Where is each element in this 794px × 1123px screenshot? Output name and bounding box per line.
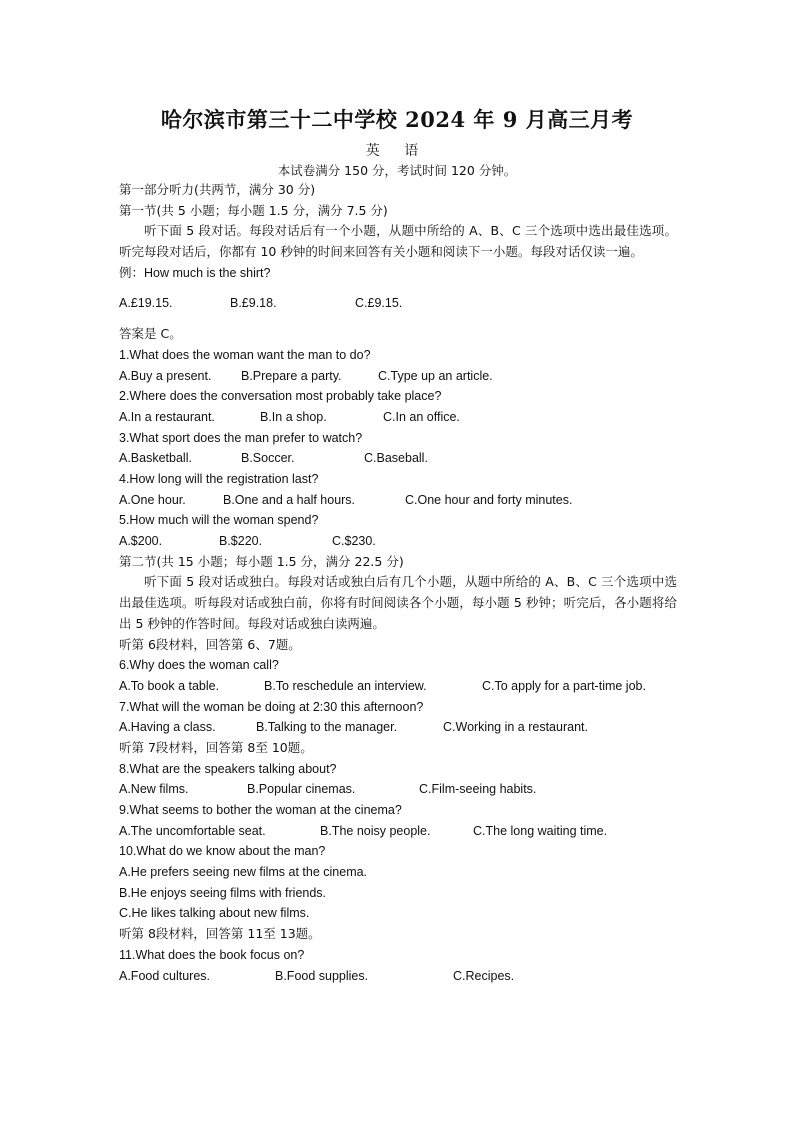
- example-question: 例：How much is the shirt?: [119, 265, 271, 280]
- question-11: 11.What does the book focus on?: [119, 947, 305, 962]
- exam-body: [119, 180, 677, 986]
- option-a: A.Buy a present.: [119, 368, 212, 383]
- material-8-heading: 听第 8段材料，回答第 11至 13题。: [119, 926, 321, 942]
- question-1: 1.What does the woman want the man to do?: [119, 347, 371, 362]
- option-c: C.£9.15.: [355, 296, 403, 311]
- exam-info: 本试卷满分 150 分，考试时间 120 分钟。: [277, 163, 517, 178]
- option-c: C.Recipes.: [453, 968, 515, 983]
- option-b: B.£9.18.: [230, 296, 277, 311]
- option-c: C.Film-seeing habits.: [419, 782, 537, 797]
- option-a: A.Basketball.: [119, 451, 192, 466]
- options-11: [119, 966, 677, 987]
- option-c: C.The long waiting time.: [473, 823, 608, 838]
- option-b: B.To reschedule an interview.: [264, 678, 427, 693]
- question-8: 8.What are the speakers talking about?: [119, 761, 337, 776]
- page-title: 哈尔滨市第三十二中学校 2024 年 9 月高三月考: [160, 107, 634, 132]
- question-5: 5.How much will the woman spend?: [119, 513, 319, 528]
- option-b: B.Food supplies.: [275, 968, 369, 983]
- option-a: A.The uncomfortable seat.: [119, 823, 266, 838]
- option-c: C.To apply for a part-time job.: [482, 678, 646, 693]
- options-8: [119, 779, 677, 800]
- option-c: C.Baseball.: [364, 451, 428, 466]
- option-10b: B.He enjoys seeing films with friends.: [119, 885, 327, 900]
- option-c: C.Type up an article.: [378, 368, 493, 383]
- options-2: [119, 407, 677, 428]
- option-c: C.Working in a restaurant.: [443, 720, 588, 735]
- option-b: B.Talking to the manager.: [256, 720, 398, 735]
- option-b: B.The noisy people.: [320, 823, 431, 838]
- option-a: A.One hour.: [119, 492, 186, 507]
- option-b: B.One and a half hours.: [223, 492, 356, 507]
- option-b: B.$220.: [219, 534, 263, 549]
- question-2: 2.Where does the conversation most probably take place?: [119, 389, 442, 404]
- option-10c: C.He likes talking about new films.: [119, 906, 310, 921]
- section1-instructions: 听下面 5 段对话。每段对话后有一个小题，从题中所给的 A、B、C 三个选项中选出最佳选项。听完每段对话后，你都有 10 秒钟的时间来回答有关小题和阅读下一小题。每段对话仅读一遍。: [119, 223, 677, 260]
- options-6: [119, 676, 677, 697]
- option-b: B.Soccer.: [241, 451, 295, 466]
- option-c: C.In an office.: [383, 409, 460, 424]
- question-9: 9.What seems to bother the woman at the cinema?: [119, 803, 402, 818]
- option-b: B.Prepare a party.: [241, 368, 342, 383]
- options-4: [119, 490, 677, 511]
- options-9: [119, 821, 677, 842]
- option-a: A.Having a class.: [119, 720, 216, 735]
- material-6-heading: 听第 6段材料，回答第 6、7题。: [119, 636, 301, 652]
- options-7: [119, 717, 677, 738]
- options-1: [119, 366, 677, 387]
- question-7: 7.What will the woman be doing at 2:30 this afternoon?: [119, 699, 424, 714]
- question-3: 3.What sport does the man prefer to watch?: [119, 430, 363, 445]
- option-a: A.£19.15.: [119, 296, 173, 311]
- option-c: C.$230.: [332, 534, 376, 549]
- material-7-heading: 听第 7段材料，回答第 8至 10题。: [119, 739, 313, 755]
- section1-heading: 第一节(共 5 小题；每小题 1.5 分，满分 7.5 分): [119, 202, 388, 218]
- option-a: A.To book a table.: [119, 678, 220, 693]
- option-a: A.$200.: [119, 534, 163, 549]
- option-a: A.New films.: [119, 782, 189, 797]
- options-5: [119, 531, 677, 552]
- subject-label: 英 语: [365, 143, 429, 159]
- question-10: 10.What do we know about the man?: [119, 844, 326, 859]
- option-b: B.In a shop.: [260, 409, 327, 424]
- example-answer: 答案是 C。: [119, 326, 182, 342]
- section2-heading: 第二节(共 15 小题；每小题 1.5 分，满分 22.5 分): [119, 553, 404, 569]
- part-heading: 第一部分听力(共两节，满分 30 分): [119, 182, 316, 197]
- question-4: 4.How long will the registration last?: [119, 471, 319, 486]
- example-options: [119, 293, 677, 314]
- option-a: A.In a restaurant.: [119, 409, 215, 424]
- section2-instructions: 听下面 5 段对话或独白。每段对话或独白后有几个小题，从题中所给的 A、B、C 三个选项中选出最佳选项。听每段对话或独白前，你将有时间阅读各个小题，每小题 5 秒钟；听完后，各小题将给出 5 秒钟的作答时间。每段对话或独白读两遍。: [119, 574, 677, 631]
- option-b: B.Popular cinemas.: [247, 782, 356, 797]
- option-10a: A.He prefers seeing new films at the cinema.: [119, 865, 368, 880]
- option-c: C.One hour and forty minutes.: [405, 492, 573, 507]
- options-3: [119, 448, 677, 469]
- option-a: A.Food cultures.: [119, 968, 211, 983]
- question-6: 6.Why does the woman call?: [119, 658, 279, 673]
